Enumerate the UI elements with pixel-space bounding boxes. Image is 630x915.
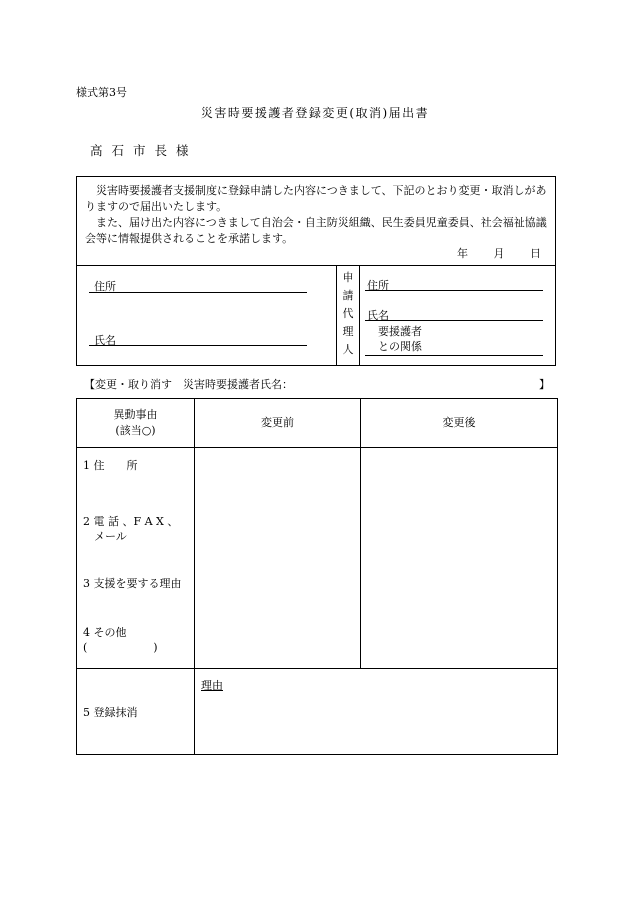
date-month-label: 月 bbox=[493, 247, 505, 260]
agent-vertical-char: 代 bbox=[342, 307, 354, 320]
divider bbox=[77, 265, 555, 266]
header-before-cell: 変更前 bbox=[195, 399, 361, 448]
form-number: 様式第3号 bbox=[76, 86, 127, 99]
change-target-label: 【変更・取り消す 災害時要援護者氏名： bbox=[84, 378, 293, 391]
agent-vertical-char: 人 bbox=[342, 343, 354, 356]
agent-vertical-char: 請 bbox=[342, 289, 354, 302]
header-reason-cell bbox=[77, 399, 195, 448]
item-contact bbox=[83, 514, 178, 544]
agent-name-field[interactable] bbox=[365, 320, 543, 321]
change-target-close-bracket: 】 bbox=[539, 378, 550, 391]
agent-relation-field[interactable] bbox=[365, 355, 543, 356]
agent-relation-label bbox=[378, 324, 422, 354]
item-address: 1 住 所 bbox=[83, 459, 138, 472]
agent-relation-line: との関係 bbox=[378, 340, 422, 353]
consent-paragraph-1: 災害時要援護者支援制度に登録申請した内容につきまして、下記のとおり変更・取消しがありますので届出いたします。 bbox=[85, 184, 547, 213]
applicant-address-label: 住所 bbox=[94, 280, 116, 293]
reason-cell[interactable] bbox=[195, 669, 558, 755]
items-cell[interactable] bbox=[77, 448, 195, 669]
item-support-reason: 3 支援を要する理由 bbox=[83, 577, 182, 590]
item-other-line: 4 その他 bbox=[83, 626, 127, 639]
table-header-row bbox=[77, 399, 558, 448]
item-delete[interactable]: 5 登録抹消 bbox=[77, 669, 195, 755]
consent-box bbox=[76, 176, 556, 366]
before-cell[interactable] bbox=[195, 448, 361, 669]
date-year-label: 年 bbox=[457, 247, 468, 260]
header-reason-line: 異動事由 bbox=[113, 408, 158, 421]
change-table bbox=[76, 398, 558, 755]
date-line bbox=[435, 245, 541, 261]
applicant-name-field[interactable] bbox=[89, 345, 307, 346]
agent-name-label: 氏名 bbox=[367, 309, 389, 322]
reason-label: 理由 bbox=[201, 679, 223, 692]
item-other-line: ( ) bbox=[83, 641, 158, 654]
divider bbox=[359, 265, 360, 365]
agent-vertical-char: 理 bbox=[342, 325, 354, 338]
table-row bbox=[77, 669, 558, 755]
addressee: 高石市長様 bbox=[90, 143, 198, 158]
applicant-name-label: 氏名 bbox=[94, 334, 116, 347]
agent-vertical-char: 申 bbox=[342, 271, 354, 284]
after-cell[interactable] bbox=[361, 448, 558, 669]
agent-relation-line: 要援護者 bbox=[378, 325, 422, 338]
item-other bbox=[83, 625, 158, 655]
change-target-line bbox=[84, 376, 550, 392]
date-day-label: 日 bbox=[530, 247, 541, 260]
applicant-address-field[interactable] bbox=[89, 292, 307, 293]
header-reason-line: (該当○) bbox=[115, 424, 156, 437]
agent-address-label: 住所 bbox=[367, 279, 389, 292]
consent-paragraph-2: また、届け出た内容につきまして自治会・自主防災組織、民生委員児童委員、社会福祉協議会等に情報提供されることを承諾します。 bbox=[85, 216, 547, 245]
agent-address-field[interactable] bbox=[365, 290, 543, 291]
form-title: 災害時要援護者登録変更(取消)届出書 bbox=[200, 106, 430, 120]
item-contact-line: 2 電 話 、F A X 、 bbox=[83, 515, 179, 528]
header-after-cell: 変更後 bbox=[361, 399, 558, 448]
table-row bbox=[77, 448, 558, 669]
item-contact-line: メール bbox=[83, 530, 127, 543]
agent-vertical-label bbox=[337, 269, 359, 359]
